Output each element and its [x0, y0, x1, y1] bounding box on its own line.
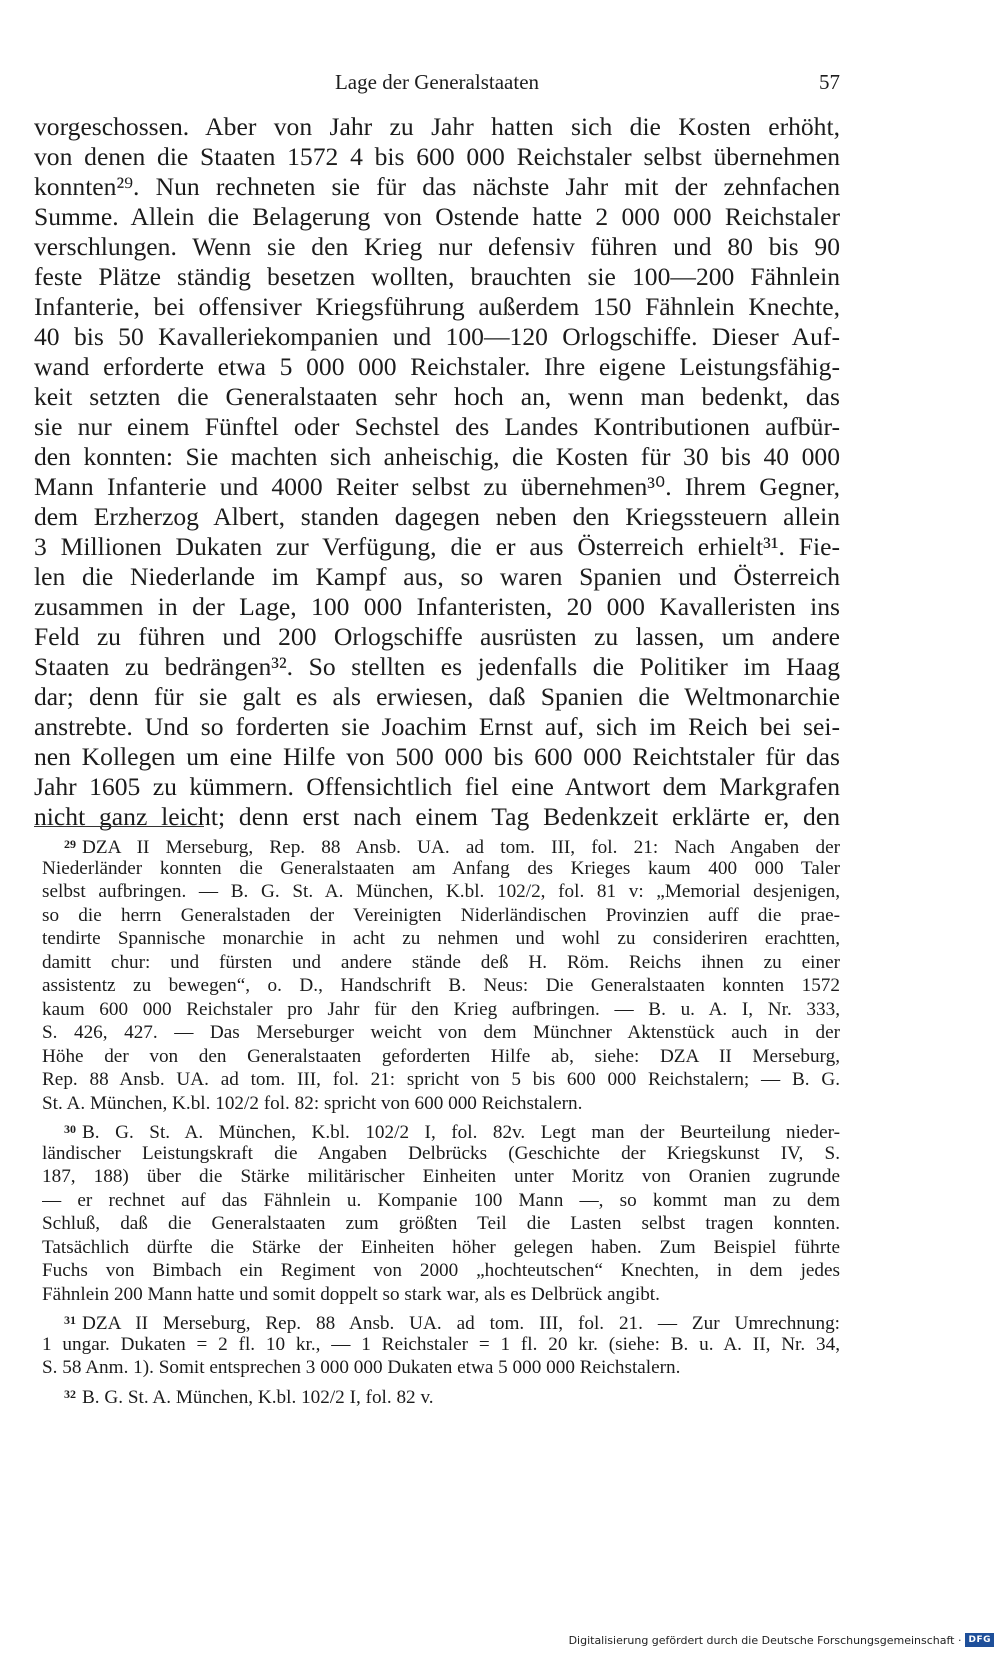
body-line: vorgeschossen. Aber von Jahr zu Jahr hatten sich die Kosten erhöht,: [34, 112, 840, 141]
footer-credit: Digitalisierung gefördert durch die Deutsche Forschungsgemeinschaft ·: [568, 1633, 962, 1647]
footnote-line: [42, 1283, 840, 1307]
body-line: nicht ganz leicht; denn erst nach einem Tag Bedenkzeit erklärte er, den: [34, 802, 840, 831]
body-line: Jahr 1605 zu kümmern. Offensichtlich fiel eine Antwort dem Markgrafen: [34, 772, 840, 801]
footnote-31: [42, 1309, 840, 1380]
body-line: Summe. Allein die Belagerung von Ostende hatte 2 000 000 Reichstaler: [34, 202, 840, 231]
footnote-text: Rep. 88 Ansb. UA. ad tom. III, fol. 21: spricht von 5 bis 600 000 Reichstalern; — B. G.: [42, 1069, 840, 1090]
body-line: Mann Infanterie und 4000 Reiter selbst zu übernehmen³⁰. Ihrem Gegner,: [34, 472, 840, 501]
footnote-line: [42, 1118, 840, 1142]
footnote-text: Höhe der von den Generalstaaten geforderten Hilfe ab, siehe: DZA II Merseburg,: [42, 1045, 840, 1067]
footnote-line: [42, 1189, 840, 1213]
footnotes: [42, 833, 840, 1409]
footnote-line: [42, 974, 840, 998]
footnote-text: DZA II Merseburg, Rep. 88 Ansb. UA. ad tom. III, fol. 21. — Zur Umrechnung:: [82, 1313, 840, 1333]
body-line: von denen die Staaten 1572 4 bis 600 000 Reichstaler selbst übernehmen: [34, 142, 840, 171]
footnote-line: [42, 1383, 840, 1407]
body-line: sie nur einem Fünftel oder Sechstel des Landes Kontributionen aufbür-: [34, 412, 840, 441]
page-number: 57: [819, 70, 840, 94]
footnote-32: [42, 1383, 840, 1407]
body-line: keit setzten die Generalstaaten sehr hoch an, wenn man bedenkt, das: [34, 382, 840, 411]
body-line: dar; denn für sie galt es als erwiesen, daß Spanien die Weltmonarchie: [34, 682, 840, 711]
footnote-line: [42, 1045, 840, 1069]
body-line: 3 Millionen Dukaten zur Verfügung, die er aus Österreich erhielt³¹. Fie-: [34, 532, 840, 561]
footnote-number: 30: [64, 1122, 76, 1136]
body-line: len die Niederlande im Kampf aus, so waren Spanien und Österreich: [34, 562, 840, 591]
footnote-line: [42, 998, 840, 1022]
footnote-line: [42, 1068, 840, 1092]
footnote-line: [42, 927, 840, 951]
running-title: Lage der Generalstaaten: [334, 70, 540, 94]
footnote-line: [42, 1356, 840, 1380]
footnote-divider: [34, 826, 204, 827]
footnote-line: [42, 1236, 840, 1260]
footnote-line: [42, 1142, 840, 1166]
dfg-logo: DFG: [965, 1633, 994, 1647]
body-line: verschlungen. Wenn sie den Krieg nur defensiv führen und 80 bis 90: [34, 232, 840, 261]
footnote-line: [42, 1333, 840, 1357]
footnote-line: [42, 1259, 840, 1283]
footnote-text: 1 ungar. Dukaten = 2 fl. 10 kr., — 1 Reichstaler = 1 fl. 20 kr. (siehe: B. u. A. II, Nr. 34,: [42, 1333, 840, 1355]
footnote-line: [42, 951, 840, 975]
footnote-text: tendirte Spannische monarchie in acht zu nehmen und wohl zu consideriren erachtten,: [42, 928, 840, 949]
body-line: wand erforderte etwa 5 000 000 Reichstaler. Ihre eigene Leistungsfähig-: [34, 352, 840, 381]
footnote-text: Fähnlein 200 Mann hatte und somit doppelt so stark war, als es Delbrück angibt.: [42, 1283, 660, 1305]
body-line: zusammen in der Lage, 100 000 Infanteristen, 20 000 Kavalleristen ins: [34, 592, 840, 621]
footnote-text: kaum 600 000 Reichstaler pro Jahr für den Krieg aufbringen. — B. u. A. I, Nr. 333,: [42, 998, 840, 1020]
footnote-line: [42, 1021, 840, 1045]
body-line: Feld zu führen und 200 Orlogschiffe ausrüsten zu lassen, um andere: [34, 622, 840, 651]
footnote-text: damitt chur: und fürsten und andere stände deß H. Röm. Reichs ihnen zu einer: [42, 951, 840, 973]
footnote-text: S. 58 Anm. 1). Somit entsprechen 3 000 000 Dukaten etwa 5 000 000 Reichstalern.: [42, 1357, 681, 1378]
footnote-text: S. 426, 427. — Das Merseburger weicht von dem Münchner Aktenstück auch in der: [42, 1022, 840, 1043]
body-line: konnten²⁹. Nun rechneten sie für das nächste Jahr mit der zehnfachen: [34, 172, 840, 201]
footnote-30: [42, 1118, 840, 1306]
body-line: Infanterie, bei offensiver Kriegsführung außerdem 150 Fähnlein Knechte,: [34, 292, 840, 321]
footnote-line: [42, 1092, 840, 1116]
footnote-text: — er rechnet auf das Fähnlein u. Kompanie 100 Mann —, so kommt man zu dem: [42, 1189, 840, 1211]
footnote-text: B. G. St. A. München, K.bl. 102/2 I, fol. 82 v.: [82, 1386, 434, 1406]
footnote-number: 29: [64, 837, 76, 851]
footnote-text: 187, 188) über die Stärke militärischer Einheiten unter Moritz von Oranien zugrunde: [42, 1166, 840, 1187]
footnote-29: [42, 833, 840, 1115]
body-line: nen Kollegen um eine Hilfe von 500 000 bis 600 000 Reichtstaler für das: [34, 742, 840, 771]
footnote-line: [42, 1309, 840, 1333]
body-line: feste Plätze ständig besetzen wollten, brauchten sie 100—200 Fähnlein: [34, 262, 840, 291]
footnote-text: Schluß, daß die Generalstaaten zum größten Teil die Lasten selbst tragen konnten.: [42, 1213, 840, 1234]
footnote-text: ländischer Leistungskraft die Angaben Delbrücks (Geschichte der Kriegskunst IV, S.: [42, 1142, 840, 1164]
footnote-number: 31: [64, 1313, 76, 1327]
body-text: [34, 112, 840, 832]
footnote-text: St. A. München, K.bl. 102/2 fol. 82: spricht von 600 000 Reichstalern.: [42, 1092, 583, 1114]
footnote-text: DZA II Merseburg, Rep. 88 Ansb. UA. ad tom. III, fol. 21: Nach Angaben der: [82, 837, 840, 857]
footnote-text: selbst aufbringen. — B. G. St. A. München, K.bl. 102/2, fol. 81 v: „Memorial desjenigen,: [42, 881, 840, 902]
footnote-line: [42, 1165, 840, 1189]
body-line: dem Erzherzog Albert, standen dagegen neben den Kriegssteuern allein: [34, 502, 840, 531]
footnote-text: Niederländer konnten die Generalstaaten am Anfang des Krieges kaum 400 000 Taler: [42, 857, 840, 879]
body-line: Staaten zu bedrängen³². So stellten es jedenfalls die Politiker im Haag: [34, 652, 840, 681]
footnote-line: [42, 833, 840, 857]
footnote-text: so die herrn Generalstaden der Vereinigten Niderländischen Provinzien auff die prae-: [42, 904, 840, 926]
footnote-number: 32: [64, 1386, 76, 1401]
footnote-text: Fuchs von Bimbach ein Regiment von 2000 „hochteutschen“ Knechten, in dem jedes: [42, 1260, 840, 1281]
body-line: den konnten: Sie machten sich anheischig, die Kosten für 30 bis 40 000: [34, 442, 840, 471]
digitization-footer: [569, 1631, 994, 1649]
footnote-text: B. G. St. A. München, K.bl. 102/2 I, fol. 82v. Legt man der Beurteilung nieder-: [82, 1122, 840, 1142]
footnote-line: [42, 904, 840, 928]
body-line: anstrebte. Und so forderten sie Joachim Ernst auf, sich im Reich bei sei-: [34, 712, 840, 741]
body-line: 40 bis 50 Kavalleriekompanien und 100—120 Orlogschiffe. Dieser Auf-: [34, 322, 840, 351]
footnote-text: Tatsächlich dürfte die Stärke der Einheiten höher gelegen haben. Zum Beispiel führte: [42, 1236, 840, 1258]
page-header: [34, 66, 840, 96]
footnote-text: assistentz zu bewegen“, o. D., Handschrift B. Neus: Die Generalstaaten konnten 1572: [42, 975, 840, 996]
footnote-line: [42, 880, 840, 904]
footnote-line: [42, 1212, 840, 1236]
footnote-line: [42, 857, 840, 881]
